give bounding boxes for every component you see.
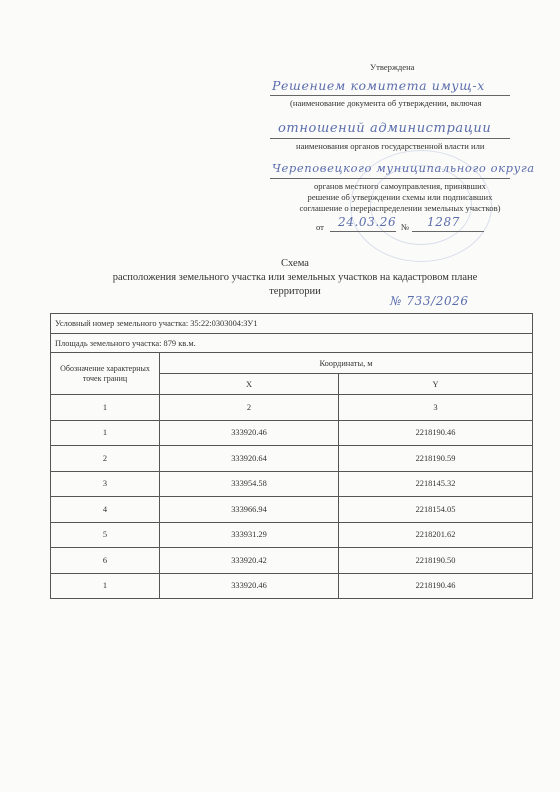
approval-organ-caption: наименования органов государственной власти или — [296, 141, 485, 151]
y-cell: 2218145.32 — [339, 471, 533, 497]
table-row — [51, 314, 533, 334]
table-row — [51, 334, 533, 353]
x-cell: 333954.58 — [160, 471, 339, 497]
column-number: 2 — [160, 395, 339, 421]
table-row — [51, 446, 533, 472]
approval-caption-line4: решение об утверждении схемы или подписавших — [307, 192, 493, 202]
point-cell: 4 — [51, 497, 160, 523]
underline — [330, 231, 396, 232]
approval-caption-line3: органов местного самоуправления, принявших — [314, 181, 486, 191]
point-cell: 6 — [51, 548, 160, 574]
coordinates-table — [50, 313, 533, 599]
table-row — [51, 471, 533, 497]
underline — [412, 231, 484, 232]
point-cell: 3 — [51, 471, 160, 497]
column-number: 1 — [51, 395, 160, 421]
approval-heading: Утверждена — [370, 62, 415, 72]
x-cell: 333966.94 — [160, 497, 339, 523]
x-cell: 333920.42 — [160, 548, 339, 574]
approval-document-caption: (наименование документа об утверждении, включая — [290, 98, 482, 108]
y-cell: 2218201.62 — [339, 522, 533, 548]
y-cell: 2218190.50 — [339, 548, 533, 574]
underline — [270, 178, 510, 179]
point-cell: 2 — [51, 446, 160, 472]
approval-number-handwritten: 1287 — [427, 215, 460, 229]
table-row — [51, 497, 533, 523]
y-cell: 2218190.46 — [339, 420, 533, 446]
scheme-subtitle-cont: территории — [269, 286, 321, 297]
x-cell: 333920.46 — [160, 420, 339, 446]
registration-number-handwritten: № 733/2026 — [390, 294, 469, 308]
conditional-number-cell: Условный номер земельного участка: 35:22:0303004:ЗУ1 — [51, 314, 533, 334]
x-column-header: X — [160, 374, 339, 395]
x-cell: 333920.64 — [160, 446, 339, 472]
point-column-header: Обозначение характерных точек границ — [51, 353, 160, 395]
column-number: 3 — [339, 395, 533, 421]
y-column-header: Y — [339, 374, 533, 395]
area-cell: Площадь земельного участка: 879 кв.м. — [51, 334, 533, 353]
table-header-row — [51, 353, 533, 374]
point-cell: 5 — [51, 522, 160, 548]
x-cell: 333920.46 — [160, 573, 339, 599]
table-row — [51, 522, 533, 548]
table-row — [51, 548, 533, 574]
table-row — [51, 395, 533, 421]
table-row — [51, 573, 533, 599]
scheme-title: Схема — [281, 258, 309, 269]
approval-date-label: от — [316, 222, 324, 232]
approval-organ-handwritten: отношений администрации — [278, 121, 492, 136]
y-cell: 2218190.59 — [339, 446, 533, 472]
scheme-subtitle: расположения земельного участка или земельных участков на кадастровом плане — [112, 272, 478, 283]
approval-date-handwritten: 24.03.26 — [338, 215, 397, 229]
point-cell: 1 — [51, 573, 160, 599]
underline — [270, 138, 510, 139]
approval-district-handwritten: Череповецкого муниципального округа — [272, 161, 535, 175]
point-cell: 1 — [51, 420, 160, 446]
underline — [270, 95, 510, 96]
coordinates-column-header: Координаты, м — [160, 353, 533, 374]
approval-caption-line5: соглашение о перераспределении земельных участков) — [299, 203, 501, 213]
approval-number-label: № — [401, 222, 410, 232]
x-cell: 333931.29 — [160, 522, 339, 548]
y-cell: 2218190.46 — [339, 573, 533, 599]
y-cell: 2218154.05 — [339, 497, 533, 523]
table-row — [51, 420, 533, 446]
approval-document-handwritten: Решением комитета имущ-х — [272, 78, 485, 93]
